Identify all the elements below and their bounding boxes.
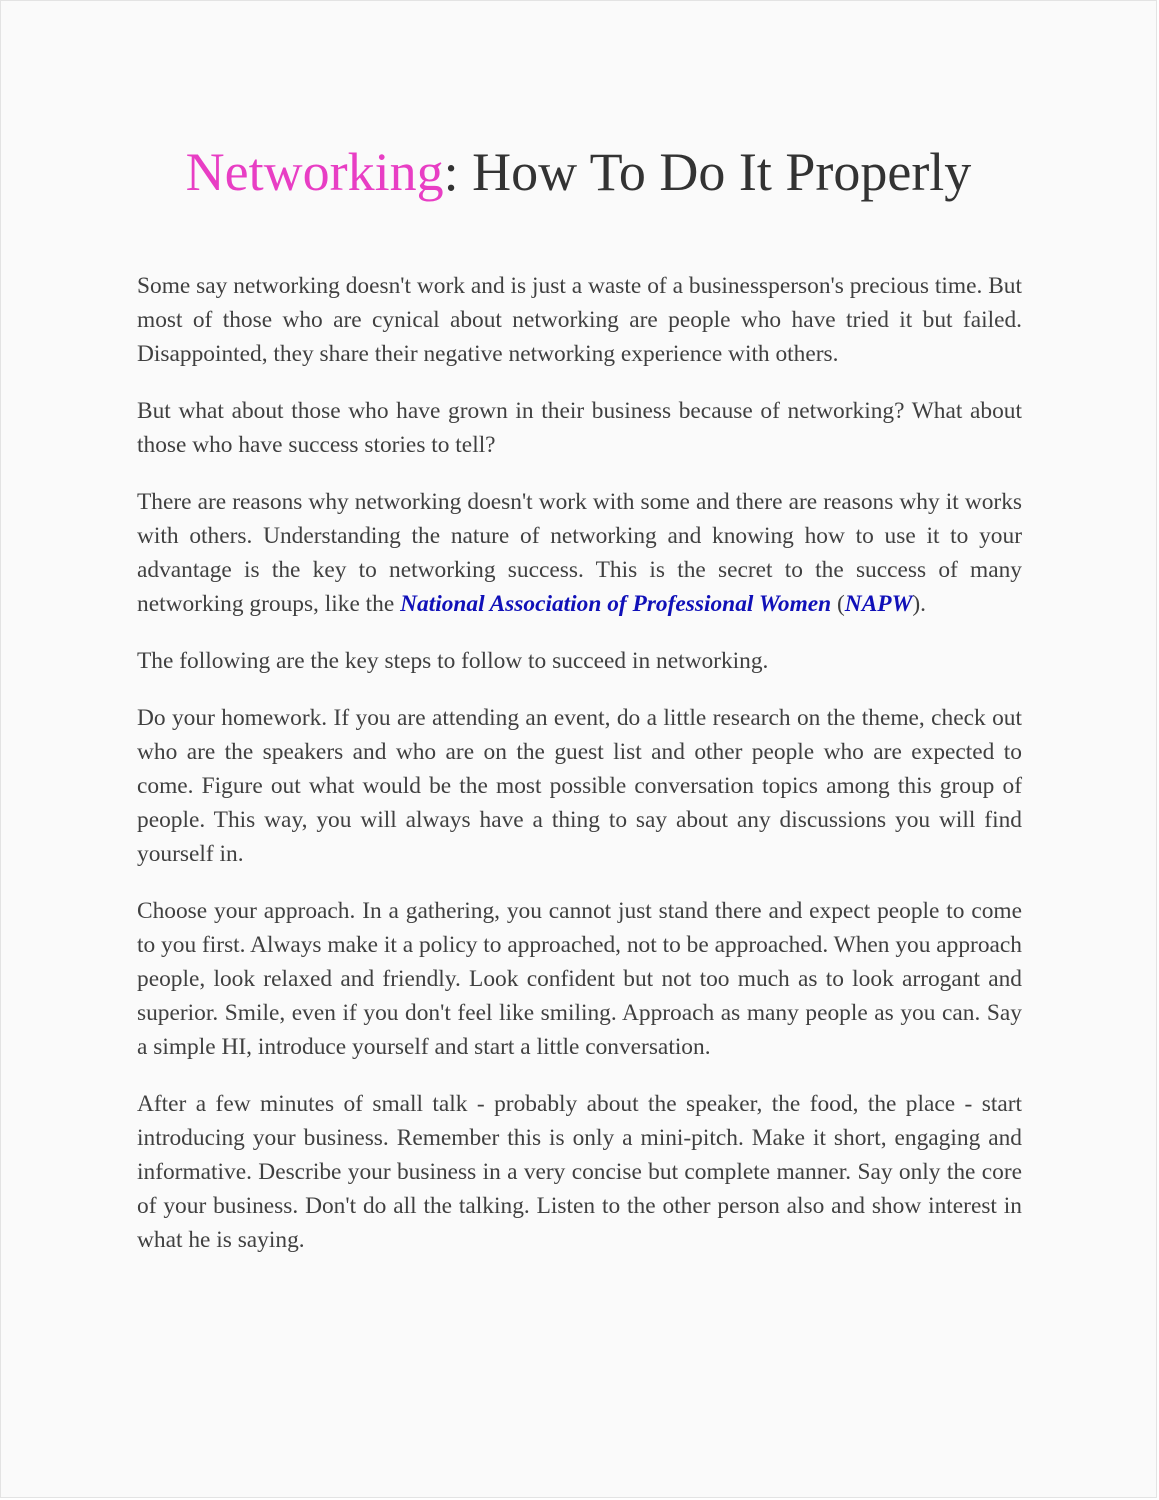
- paragraph-reasons: [137, 485, 1022, 621]
- paragraph-steps-intro: The following are the key steps to follow to succeed in networking.: [137, 648, 769, 674]
- napw-link[interactable]: National Association of Professional Women: [400, 591, 832, 617]
- paren-close: ).: [912, 591, 927, 617]
- paragraph-intro: Some say networking doesn't work and is just a waste of a businessperson's precious time. But most of those who are cynical about networking are people who have tried it but failed. Disappointed, they share their negative networking experience with others.: [137, 273, 1022, 367]
- paragraph-reasons-text: There are reasons why networking doesn't work with some and there are reasons why it works with others. Understanding the nature of networking and knowing how to use it to your advantage is the key to networking success. This is the secret to the success of many networking groups, like the: [137, 489, 1022, 617]
- paragraph-small-talk: After a few minutes of small talk - probably about the speaker, the food, the place - start introducing your business. Remember this is only a mini-pitch. Make it short, engaging and informative. Describe your business in a very concise but complete manner. Say only the core of your business. Don't do all the talking. Listen to the other person also and show interest in what he is saying.: [137, 1091, 1022, 1253]
- napw-abbrev-link[interactable]: NAPW: [844, 591, 913, 617]
- title-rest: : How To Do It Properly: [443, 142, 972, 202]
- paragraph-homework: Do your homework. If you are attending an event, do a little research on the theme, check out who are the speakers and who are on the guest list and other people who are expected to come. Figure out what would be the most possible conversation topics among this group of people. This way, you will always have a thing to say about any discussions you will find yourself in.: [137, 705, 1022, 867]
- paren-open: (: [831, 591, 845, 617]
- paragraph-approach: Choose your approach. In a gathering, you cannot just stand there and expect people to come to you first. Always make it a policy to approached, not to be approached. When you approach people, look relaxed and friendly. Look confident but not too much as to look arrogant and superior. Smile, even if you don't feel like smiling. Approach as many people as you can. Say a simple HI, introduce yourself and start a little conversation.: [137, 898, 1022, 1060]
- paragraph-question: But what about those who have grown in their business because of networking? What about those who have success stories to tell?: [137, 398, 1022, 458]
- article-body: [137, 269, 1022, 1280]
- title-accent: Networking: [185, 142, 444, 202]
- page-title: [1, 139, 1156, 205]
